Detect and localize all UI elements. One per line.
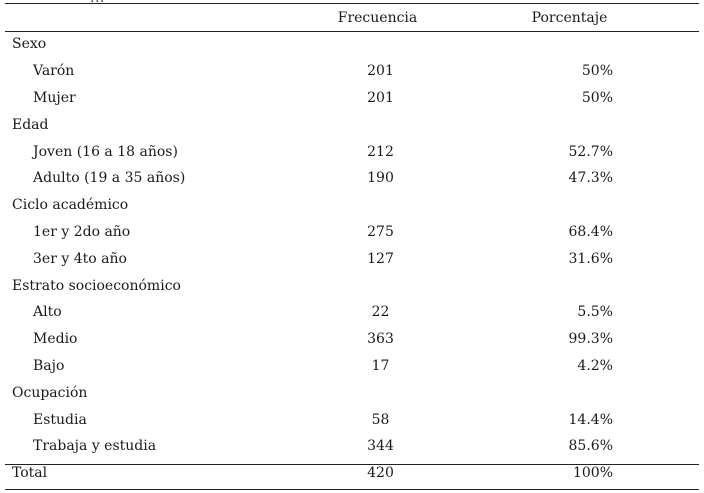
cropped-caption-fragment bbox=[90, 0, 105, 6]
row-porcentaje: 85.6% bbox=[568, 438, 613, 455]
row-frecuencia: 201 bbox=[367, 89, 394, 106]
table-row bbox=[5, 245, 699, 272]
table-row bbox=[5, 433, 699, 460]
total-label: Total bbox=[12, 465, 48, 482]
row-label: Adulto (19 a 35 años) bbox=[33, 170, 186, 187]
category-row bbox=[5, 192, 699, 219]
row-porcentaje: 50% bbox=[581, 89, 613, 106]
row-porcentaje: 50% bbox=[581, 63, 613, 80]
row-porcentaje: 4.2% bbox=[577, 357, 613, 374]
row-porcentaje: 5.5% bbox=[577, 304, 613, 321]
row-porcentaje: 68.4% bbox=[568, 223, 613, 240]
row-porcentaje: 31.6% bbox=[568, 250, 613, 267]
row-label: 3er y 4to año bbox=[33, 250, 127, 267]
header-row bbox=[5, 5, 699, 31]
total-frecuencia: 420 bbox=[367, 465, 394, 482]
row-label: Estudia bbox=[33, 411, 87, 428]
category-label: Ciclo académico bbox=[12, 197, 129, 214]
row-label: Alto bbox=[33, 304, 62, 321]
row-frecuencia: 127 bbox=[367, 250, 394, 267]
row-porcentaje: 52.7% bbox=[568, 143, 613, 160]
row-frecuencia: 212 bbox=[367, 143, 394, 160]
row-frecuencia: 22 bbox=[371, 304, 390, 321]
row-frecuencia: 17 bbox=[371, 357, 390, 374]
row-label: Joven (16 a 18 años) bbox=[33, 143, 178, 160]
demographics-table bbox=[5, 5, 699, 487]
table-row bbox=[5, 219, 699, 246]
top-rule bbox=[5, 3, 699, 4]
category-label: Edad bbox=[12, 116, 49, 133]
row-label: Bajo bbox=[33, 357, 65, 374]
row-label: Mujer bbox=[33, 89, 76, 106]
row-label: Medio bbox=[33, 331, 78, 348]
row-frecuencia: 190 bbox=[367, 170, 394, 187]
row-frecuencia: 344 bbox=[367, 438, 394, 455]
category-row bbox=[5, 272, 699, 299]
row-frecuencia: 363 bbox=[367, 331, 394, 348]
category-label: Estrato socioeconómico bbox=[12, 277, 181, 294]
category-label: Ocupación bbox=[12, 384, 88, 401]
table-row bbox=[5, 406, 699, 433]
row-frecuencia: 58 bbox=[371, 411, 390, 428]
table-row bbox=[5, 85, 699, 112]
table-row bbox=[5, 299, 699, 326]
row-frecuencia: 275 bbox=[367, 223, 394, 240]
category-row bbox=[5, 111, 699, 138]
total-porcentaje: 100% bbox=[572, 465, 613, 482]
header-porcentaje: Porcentaje bbox=[531, 10, 608, 26]
bottom-rule bbox=[5, 489, 699, 490]
row-porcentaje: 99.3% bbox=[568, 331, 613, 348]
category-label: Sexo bbox=[12, 36, 47, 53]
row-porcentaje: 47.3% bbox=[568, 170, 613, 187]
table-row bbox=[5, 353, 699, 380]
table-row bbox=[5, 326, 699, 353]
category-row bbox=[5, 31, 699, 58]
category-row bbox=[5, 379, 699, 406]
table-row bbox=[5, 58, 699, 85]
row-label: Trabaja y estudia bbox=[33, 438, 157, 455]
table-row bbox=[5, 138, 699, 165]
row-label: Varón bbox=[33, 63, 75, 80]
total-row bbox=[5, 460, 699, 487]
row-porcentaje: 14.4% bbox=[568, 411, 613, 428]
table-row bbox=[5, 165, 699, 192]
header-frecuencia: Frecuencia bbox=[337, 10, 418, 26]
header-label bbox=[5, 5, 315, 31]
row-label: 1er y 2do año bbox=[33, 223, 131, 240]
row-frecuencia: 201 bbox=[367, 63, 394, 80]
